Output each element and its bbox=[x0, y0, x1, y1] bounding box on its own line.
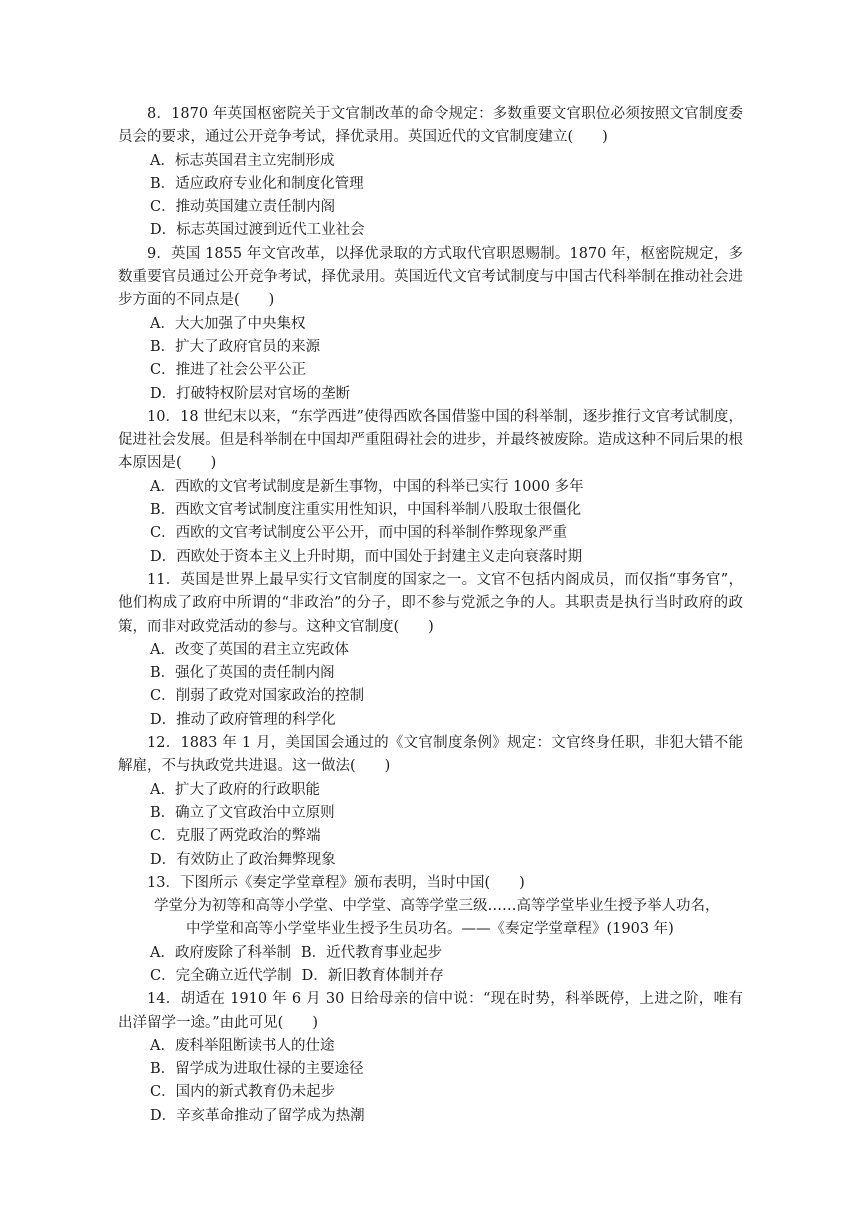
option-c: C．国内的新式教育仍未起步 bbox=[150, 1084, 336, 1101]
option-b: B．留学成为进取仕禄的主要途径 bbox=[150, 1061, 364, 1078]
option-b: B．确立了文官政治中立原则 bbox=[150, 804, 335, 821]
option-d: D．辛亥革命推动了留学成为热潮 bbox=[150, 1107, 365, 1124]
question-9 bbox=[118, 243, 743, 406]
question-stem: 10．18 世纪末以来，“东学西进”使得西欧各国借鉴中国的科举制，逐步推行文官考试制度，促进社会发展。但是科举制在中国却严重阻碍社会的进步，并最终被废除。造成这种不同后果的根本原因是( ) bbox=[118, 408, 743, 472]
option-d: D．推动了政府管理的科学化 bbox=[150, 711, 336, 728]
source-quote-line-1: 学堂分为初等和高等小学堂、中学堂、高等学堂三级……高等学堂毕业生授予举人功名， bbox=[154, 898, 720, 915]
option-d: D．打破特权阶层对官场的垄断 bbox=[150, 385, 351, 402]
option-a: A．废科举阻断读书人的仕途 bbox=[150, 1037, 335, 1054]
option-a: A．标志英国君主立宪制形成 bbox=[150, 152, 335, 169]
option-d: D．新旧教育体制并存 bbox=[301, 967, 444, 984]
option-a: A．改变了英国的君主立宪政体 bbox=[150, 641, 349, 658]
option-a: A．西欧的文官考试制度是新生事物，中国的科举已实行 1000 多年 bbox=[150, 478, 584, 495]
question-stem: 13．下图所示《奏定学堂章程》颁布表明，当时中国( ) bbox=[147, 874, 525, 891]
option-c: C．推动英国建立责任制内阁 bbox=[150, 199, 336, 216]
option-row-ab bbox=[118, 942, 743, 965]
question-stem: 9．英国 1855 年文官改革，以择优录取的方式取代官职恩赐制。1870 年，枢密院规定，多数重要官员通过公开竞争考试，择优录用。英国近代文官考试制度与中国古代科举制在推动社会进步方面的不同点是( ) bbox=[118, 245, 743, 309]
option-d: D．有效防止了政治舞弊现象 bbox=[150, 851, 336, 868]
question-stem: 12．1883 年 1 月，美国国会通过的《文官制度条例》规定：文官终身任职，非犯大错不能解雇，不与执政党共进退。这一做法( ) bbox=[118, 735, 743, 775]
question-10 bbox=[118, 406, 743, 569]
option-b: B．扩大了政府官员的来源 bbox=[150, 338, 321, 355]
option-a: A．大大加强了中央集权 bbox=[150, 315, 306, 332]
option-c: C．削弱了政党对国家政治的控制 bbox=[150, 688, 365, 705]
option-b: B．强化了英国的责任制内阁 bbox=[150, 665, 335, 682]
option-c: C．克服了两党政治的弊端 bbox=[150, 828, 321, 845]
option-c: C．推进了社会公平公正 bbox=[150, 362, 307, 379]
question-stem: 11．英国是世界上最早实行文官制度的国家之一。文官不包括内阁成员，而仅指“事务官”，他们构成了政府中所谓的“非政治”的分子，即不参与党派之争的人。其职责是执行当时政府的政策，而非对政党活动的参与。这种文官制度( ) bbox=[118, 571, 743, 635]
option-b: B．西欧文官考试制度注重实用性知识，中国科举制八股取士很僵化 bbox=[150, 502, 582, 519]
question-12 bbox=[118, 732, 743, 872]
option-row-cd bbox=[118, 965, 743, 988]
option-a: A．扩大了政府的行政职能 bbox=[150, 781, 320, 798]
option-a: A．政府废除了科举制 bbox=[150, 944, 291, 961]
option-b: B．近代教育事业起步 bbox=[300, 944, 443, 961]
question-14 bbox=[118, 988, 743, 1128]
option-d: D．西欧处于资本主义上升时期，而中国处于封建主义走向衰落时期 bbox=[150, 548, 583, 565]
question-11 bbox=[118, 569, 743, 732]
option-b: B．适应政府专业化和制度化管理 bbox=[150, 175, 364, 192]
question-13 bbox=[118, 872, 743, 988]
option-c: C．完全确立近代学制 bbox=[150, 967, 292, 984]
option-d: D．标志英国过渡到近代工业社会 bbox=[150, 222, 365, 239]
question-stem: 8．1870 年英国枢密院关于文官制改革的命令规定：多数重要文官职位必须按照文官制度委员会的要求，通过公开竞争考试，择优录用。英国近代的文官制度建立( ) bbox=[118, 106, 743, 146]
source-quote-line-2: 中学堂和高等小学堂毕业生授予生员功名。——《奏定学堂章程》(1903 年) bbox=[186, 921, 674, 938]
question-list bbox=[118, 103, 743, 1128]
question-8 bbox=[118, 103, 743, 243]
question-stem: 14．胡适在 1910 年 6 月 30 日给母亲的信中说：“现在时势，科举既停，上进之阶，唯有出洋留学一途。”由此可见( ) bbox=[118, 991, 743, 1031]
option-c: C．西欧的文官考试制度公平公开，而中国的科举制作弊现象严重 bbox=[150, 525, 568, 542]
